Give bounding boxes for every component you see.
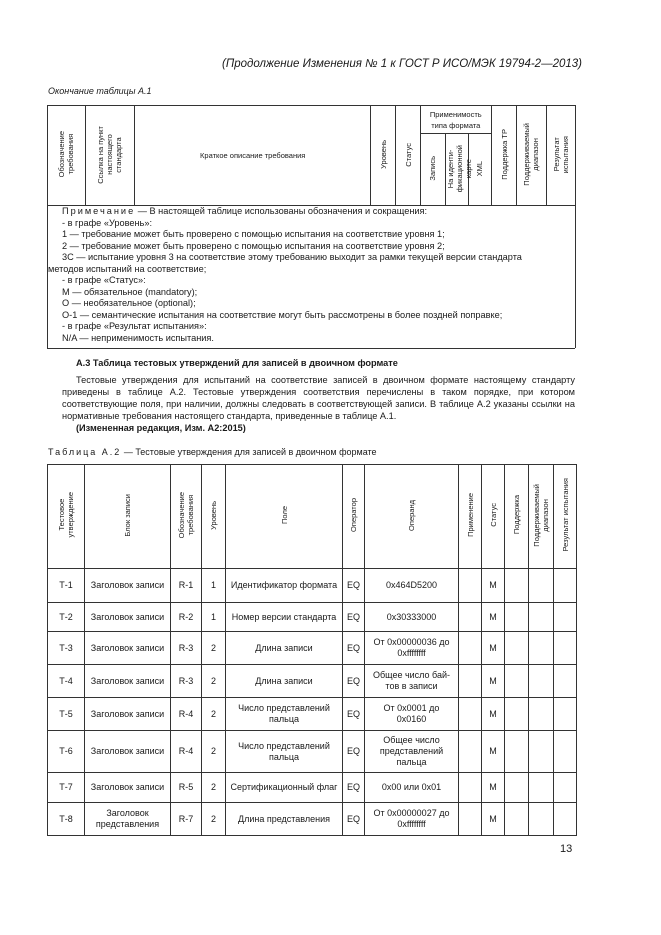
table-cell — [505, 665, 529, 698]
table-cell: M — [482, 698, 505, 731]
table-cell: Заголовок записи — [85, 731, 171, 773]
table1-bottom-rule — [47, 348, 575, 349]
table-cell: 2 — [202, 665, 226, 698]
table-cell: 0x464D5200 — [365, 569, 459, 603]
table-cell: Т-5 — [48, 698, 85, 731]
table-cell — [554, 603, 577, 632]
note-line: О — необязательное (optional); — [62, 298, 196, 308]
table-cell — [459, 731, 482, 773]
table-cell: R-1 — [171, 569, 202, 603]
table-cell: EQ — [343, 698, 365, 731]
note-line: 3С — испытание уровня 3 на соответствие этому требованию выходит за рамки текущей версии стандарта — [62, 252, 522, 262]
table-cell: EQ — [343, 803, 365, 836]
table-cell: 1 — [202, 603, 226, 632]
table-cell: Сертификационный флаг — [226, 773, 343, 803]
table-row — [48, 698, 577, 731]
level-header: Уровень — [371, 106, 396, 206]
table-row — [48, 665, 577, 698]
table-cell: R-4 — [171, 731, 202, 773]
edition-note: (Измененная редакция, Изм. А2:2015) — [76, 423, 246, 433]
table-cell: M — [482, 731, 505, 773]
table-cell: EQ — [343, 603, 365, 632]
table2-caption — [48, 447, 377, 457]
table1-frame-right — [575, 205, 576, 348]
table1-frame-left — [47, 205, 48, 348]
table-cell: R-3 — [171, 665, 202, 698]
table-cell — [505, 731, 529, 773]
table-cell — [505, 569, 529, 603]
table-cell: Идентификатор формата — [226, 569, 343, 603]
table-cell: 0x00 или 0x01 — [365, 773, 459, 803]
table1-note — [48, 206, 572, 344]
table-cell: 2 — [202, 803, 226, 836]
table-cell — [459, 603, 482, 632]
table-cell: Заголовок записи — [85, 773, 171, 803]
table-cell: EQ — [343, 665, 365, 698]
column-header: Тестовое утверждение — [48, 465, 85, 569]
table-cell — [459, 632, 482, 665]
column-header: Поле — [226, 465, 343, 569]
table-cell: 2 — [202, 632, 226, 665]
table-a1-header — [47, 105, 576, 206]
description-header: Краткое описание требования — [135, 106, 371, 206]
table-cell — [529, 603, 554, 632]
column-header: Поддержка — [505, 465, 529, 569]
column-header: Поддерживаемый диапазон — [529, 465, 554, 569]
running-header: (Продолжение Изменения № 1 к ГОСТ Р ИСО/МЭК 19794-2—2013) — [222, 58, 582, 70]
table-cell: Заголовок записи — [85, 569, 171, 603]
table-cell: От 0x00000027 до 0xffffffff — [365, 803, 459, 836]
table-cell: M — [482, 803, 505, 836]
table-cell — [529, 698, 554, 731]
table-row — [48, 803, 577, 836]
column-header: Результат испытания — [554, 465, 577, 569]
table-cell: EQ — [343, 569, 365, 603]
column-header: Статус — [482, 465, 505, 569]
table-cell — [505, 773, 529, 803]
table-cell: Т-4 — [48, 665, 85, 698]
table-cell: Заголовок записи — [85, 603, 171, 632]
table-cell: Заголовок записи — [85, 698, 171, 731]
table-cell: Число представлений пальца — [226, 731, 343, 773]
table-cell: Число представлений пальца — [226, 698, 343, 731]
table-cell: M — [482, 632, 505, 665]
column-header: Применение — [459, 465, 482, 569]
column-header: Блок записи — [85, 465, 171, 569]
requirement-id-header: Обозначение требования — [48, 106, 86, 206]
table-cell — [529, 803, 554, 836]
table-cell: R-2 — [171, 603, 202, 632]
table-a2 — [47, 464, 577, 836]
table-cell: Заголовок записи — [85, 665, 171, 698]
table2-caption-label: Таблица А.2 — [48, 447, 122, 457]
note-line: - в графе «Статус»: — [62, 275, 146, 285]
table-cell: Номер версии стандарта — [226, 603, 343, 632]
table-cell: Длина представления — [226, 803, 343, 836]
table-cell: M — [482, 773, 505, 803]
column-header: Уровень — [202, 465, 226, 569]
table-row — [48, 632, 577, 665]
table-cell: От 0x00000036 до 0xffffffff — [365, 632, 459, 665]
table-cell — [459, 569, 482, 603]
table-cell: R-4 — [171, 698, 202, 731]
column-header: Оператор — [343, 465, 365, 569]
status-header: Статус — [396, 106, 420, 206]
table-cell — [459, 698, 482, 731]
table-cell: Заголовок представления — [85, 803, 171, 836]
tr-support-header: Поддержка ТР — [491, 106, 516, 206]
applicability-header: Применимость типа формата — [420, 106, 491, 134]
table-cell — [554, 665, 577, 698]
note-line: - в графе «Уровень»: — [62, 217, 152, 228]
table1-caption: Окончание таблицы А.1 — [48, 86, 152, 96]
table-cell: Длина записи — [226, 665, 343, 698]
table-cell: M — [482, 665, 505, 698]
page-number: 13 — [560, 843, 573, 855]
table-cell: Т-8 — [48, 803, 85, 836]
table-cell: Т-3 — [48, 632, 85, 665]
table-cell — [529, 731, 554, 773]
xml-header: XML — [468, 134, 491, 206]
table-cell — [554, 731, 577, 773]
table-cell: 2 — [202, 698, 226, 731]
note-line: методов испытаний на соответствие; — [48, 263, 207, 274]
table-cell: Общее число бай-тов в записи — [365, 665, 459, 698]
table-cell: R-7 — [171, 803, 202, 836]
table-cell: EQ — [343, 731, 365, 773]
table-cell — [505, 603, 529, 632]
table-cell: Т-1 — [48, 569, 85, 603]
note-line: 1 — требование может быть проверено с помощью испытания на соответствие уровня 1; — [62, 229, 445, 239]
table-cell — [529, 665, 554, 698]
note-label: Примечание — [62, 206, 136, 216]
table-cell — [459, 665, 482, 698]
section-paragraph: Тестовые утверждения для испытаний на соответствие записей в двоичном формате настоящему стандарту приведены в таблице А.2. Тестовые утверждения соответствия перечислены в таком порядке, при котором соответствующие поля, при наличии, должны следовать в соответствующей записи. В таблице А.2 указаны ссылки на нормативные требования настоящего стандарта, приведенные в таблице А.1. — [62, 375, 575, 421]
table-row — [48, 731, 577, 773]
note-line: 2 — требование может быть проверено с помощью испытания на соответствие уровня 2; — [62, 240, 445, 251]
table-cell: 2 — [202, 731, 226, 773]
note-line: N/A — неприменимость испытания. — [62, 332, 214, 343]
table-cell: 1 — [202, 569, 226, 603]
table-cell: R-3 — [171, 632, 202, 665]
note-line: - в графе «Результат испытания»: — [62, 321, 207, 331]
record-header: Запись — [420, 134, 445, 206]
table-cell: R-5 — [171, 773, 202, 803]
table-cell — [529, 569, 554, 603]
note-line: М — обязательное (mandatory); — [62, 286, 198, 297]
supported-range-header: Поддерживаемый диапазон — [517, 106, 546, 206]
table-row — [48, 603, 577, 632]
table-cell — [529, 773, 554, 803]
table-cell: 0x30333000 — [365, 603, 459, 632]
table-cell — [554, 569, 577, 603]
table-cell: M — [482, 603, 505, 632]
table-cell — [505, 632, 529, 665]
table-cell — [554, 803, 577, 836]
clause-ref-header: Ссылка на пункт настоящего стандарта — [85, 106, 134, 206]
table-cell — [505, 803, 529, 836]
table-cell: Общее число представлений пальца — [365, 731, 459, 773]
table-cell: EQ — [343, 632, 365, 665]
table-cell: Т-2 — [48, 603, 85, 632]
table-cell — [554, 773, 577, 803]
section-title: А.3 Таблица тестовых утверждений для записей в двоичном формате — [76, 358, 398, 368]
test-result-header: Результат испытания — [546, 106, 575, 206]
table-cell — [505, 698, 529, 731]
table-cell: 2 — [202, 773, 226, 803]
card-header: На иденти- фикационной карте — [445, 134, 468, 206]
table-row — [48, 569, 577, 603]
table-cell — [529, 632, 554, 665]
table-cell — [459, 803, 482, 836]
column-header: Операнд — [365, 465, 459, 569]
table-row — [48, 773, 577, 803]
table-cell: Т-7 — [48, 773, 85, 803]
table-cell — [554, 632, 577, 665]
table-cell — [459, 773, 482, 803]
table-cell: Т-6 — [48, 731, 85, 773]
table-cell: Заголовок записи — [85, 632, 171, 665]
column-header: Обозначение требования — [171, 465, 202, 569]
table-cell: EQ — [343, 773, 365, 803]
table2-header-row — [48, 465, 577, 569]
table-cell — [554, 698, 577, 731]
note-intro: — В настоящей таблице использованы обозначения и сокращения: — [135, 206, 428, 216]
table2-caption-text: — Тестовые утверждения для записей в двоичном формате — [121, 447, 377, 457]
table-cell: M — [482, 569, 505, 603]
table-cell: Длина записи — [226, 632, 343, 665]
table-cell: От 0x0001 до 0x0160 — [365, 698, 459, 731]
note-line: О-1 — семантические испытания на соответствие могут быть рассмотрены в более поздней поправке; — [62, 309, 503, 320]
